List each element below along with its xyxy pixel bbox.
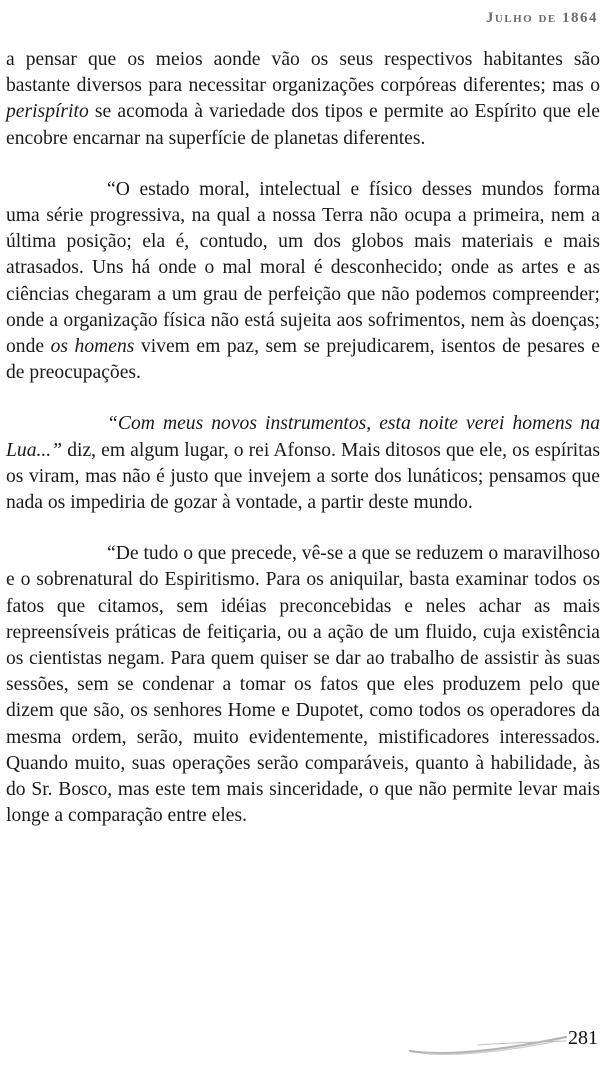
paragraph-1-text-a: a pensar que os meios aonde vão os seus respectivos habitantes são bastante diversos para necessitar organizações corpóreas diferentes; mas o [6, 49, 600, 97]
paragraph-1 [6, 47, 600, 152]
paragraph-1-emphasis: perispírito [6, 101, 89, 123]
footer-swoosh-ornament [408, 1029, 568, 1059]
paragraph-4 [6, 541, 600, 829]
paragraph-2-text-a: “O estado moral, intelectual e físico desses mundos forma uma série progressiva, na qual a nossa Terra não ocupa a primeira, nem a última posição; ela é, contudo, um dos globos mais materiais e mais atrasados. Uns há onde o mal moral é desconhecido; onde as artes e as ciências chegaram a um grau de perfeição que não podemos compreender; onde a organização física não está sujeita aos sofrimentos, nem às doenças; onde [6, 178, 600, 358]
paragraph-3-text-b: diz, em algum lugar, o rei Afonso. Mais ditosos que ele, os espíritas os viram, mas não é justo que invejem a sorte dos lunáticos; pensamos que nada os impediria de gozar à vontade, a partir deste mundo. [6, 439, 600, 514]
paragraph-1-text-b: se acomoda à variedade dos tipos e permite ao Espírito que ele encobre encarnar na superfície de planetas diferentes. [6, 101, 600, 149]
paragraph-2-emphasis: os homens [50, 336, 135, 358]
paragraph-4-text: “De tudo o que precede, vê-se a que se reduzem o maravilhoso e o sobrenatural do Espiritismo. Para os aniquilar, basta examinar todos os fatos que citamos, sem idéias preconcebidas e neles achar as mais repreensíveis práticas de feitiçaria, ou a ação de um fluido, cuja existência os cientistas negam. Para quem quiser se dar ao trabalho de assistir às suas sessões, sem se condenar a tomar os fatos que eles produzem pelo que dizem que são, os senhores Home e Dupotet, como todos os operadores da mesma ordem, serão, muito evidentemente, mistificadores interessados. Quando muito, suas operações serão comparáveis, quanto à habilidade, às do Sr. Bosco, mas este tem mais sinceridade, o que não permite levar mais longe a comparação entre eles. [6, 543, 600, 827]
paragraph-3-quote: “Com meus novos instrumentos, esta noite verei homens na Lua...” [6, 413, 600, 461]
paragraph-2-text-b: vivem em paz, sem se prejudicarem, isentos de pesares e de preocupações. [6, 336, 600, 384]
paragraph-2 [6, 177, 600, 387]
running-header: Julho de 1864 [485, 10, 598, 26]
paragraph-3 [6, 411, 600, 516]
page-number: 281 [568, 1027, 598, 1049]
page-body [6, 47, 600, 829]
